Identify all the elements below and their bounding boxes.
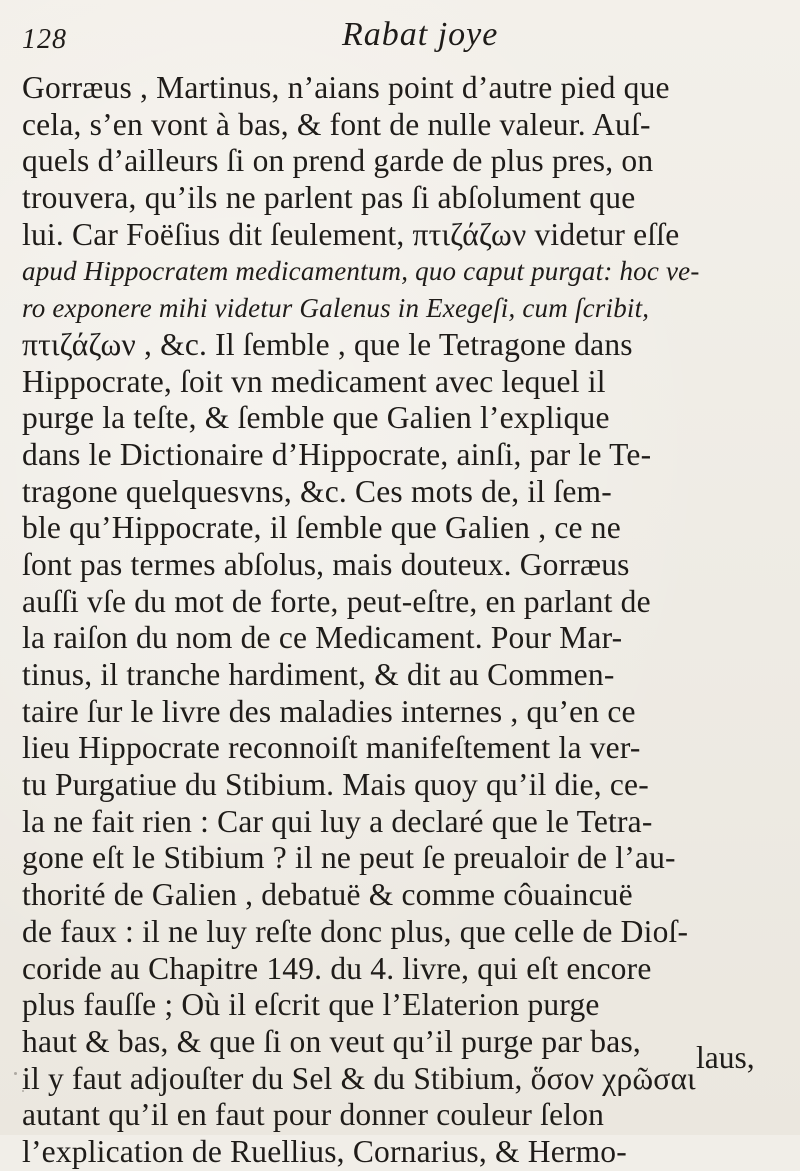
text-line: coride au Chapitre 149. du 4. livre, qui eſt encore bbox=[22, 950, 652, 986]
text-line: lieu Hippocrate reconnoiſt manifeſtement la ver- bbox=[22, 730, 641, 766]
text-line: trouvera, qu’ils ne parlent pas ſi abſolument que bbox=[22, 180, 636, 216]
text-line: quels d’ailleurs ſi on prend garde de plus pres, on bbox=[22, 143, 654, 179]
paper-speck bbox=[468, 1085, 470, 1087]
text-line: auſſi vſe du mot de forte, peut-eſtre, en parlant de bbox=[22, 583, 651, 619]
text-line: tinus, il tranche hardiment, & dit au Commen- bbox=[22, 657, 615, 692]
text-line: πτιζάζων , &c. Il ſemble , que le Tetragone dans bbox=[22, 326, 633, 362]
text-line: il y faut adjouſter du Sel & du Stibium, ὅσον χρῶσαι bbox=[22, 1060, 696, 1096]
text-line: tu Purgatiue du Stibium. Mais quoy qu’il die, ce- bbox=[22, 767, 649, 803]
running-title: Rabat joye bbox=[342, 16, 499, 53]
text-line: apud Hippocratem medicamentum, quo caput purgat: hoc ve- bbox=[22, 256, 700, 287]
text-line: ro exponere mihi videtur Galenus in Exegeſi, cum ſcribit, bbox=[22, 293, 650, 324]
text-line: ſont pas termes abſolus, mais douteux. Gorræus bbox=[22, 546, 630, 582]
text-line: purge la teſte, & ſemble que Galien l’explique bbox=[22, 400, 610, 436]
text-line: ble qu’Hippocrate, il ſemble que Galien , ce ne bbox=[22, 510, 621, 546]
paper-speck bbox=[14, 1072, 17, 1075]
text-line: haut & bas, & que ſi on veut qu’il purge par bas, bbox=[22, 1023, 641, 1059]
text-line: lui. Car Foëſius dit ſeulement, πτιζάζων videtur eſſe bbox=[22, 216, 680, 252]
text-line: tragone quelquesvns, &c. Ces mots de, il ſem- bbox=[22, 473, 612, 509]
text-line: l’explication de Ruellius, Cornarius, & Hermo- bbox=[22, 1133, 627, 1169]
text-line: gone eſt le Stibium ? il ne peut ſe preualoir de l’au- bbox=[22, 840, 676, 876]
text-line: Hippocrate, ſoit vn medicament avec lequel il bbox=[22, 363, 606, 399]
paper-speck bbox=[22, 1090, 24, 1092]
page-number: 128 bbox=[22, 24, 67, 55]
page-header bbox=[22, 14, 782, 62]
text-line: la raiſon du nom de ce Medicament. Pour Mar- bbox=[22, 620, 623, 656]
text-line: cela, s’en vont à bas, & font de nulle valeur. Auſ- bbox=[22, 106, 651, 142]
body-text bbox=[22, 70, 792, 1171]
text-line: plus fauſſe ; Où il eſcrit que l’Elaterion purge bbox=[22, 987, 600, 1023]
text-line: dans le Dictionaire d’Hippocrate, ainſi, par le Te- bbox=[22, 436, 652, 472]
text-line: taire ſur le livre des maladies internes , qu’en ce bbox=[22, 693, 636, 729]
catchword: laus, bbox=[696, 1040, 755, 1075]
text-line: de faux : il ne luy reſte donc plus, que celle de Dioſ- bbox=[22, 913, 689, 949]
text-line: autant qu’il en faut pour donner couleur ſelon bbox=[22, 1097, 605, 1133]
text-line: thorité de Galien , debatuë & comme côuaincuë bbox=[22, 877, 633, 913]
text-line: Gorræus , Martinus, n’aians point d’autre pied que bbox=[22, 70, 670, 105]
text-line: la ne fait rien : Car qui luy a declaré que le Tetra- bbox=[22, 803, 653, 839]
